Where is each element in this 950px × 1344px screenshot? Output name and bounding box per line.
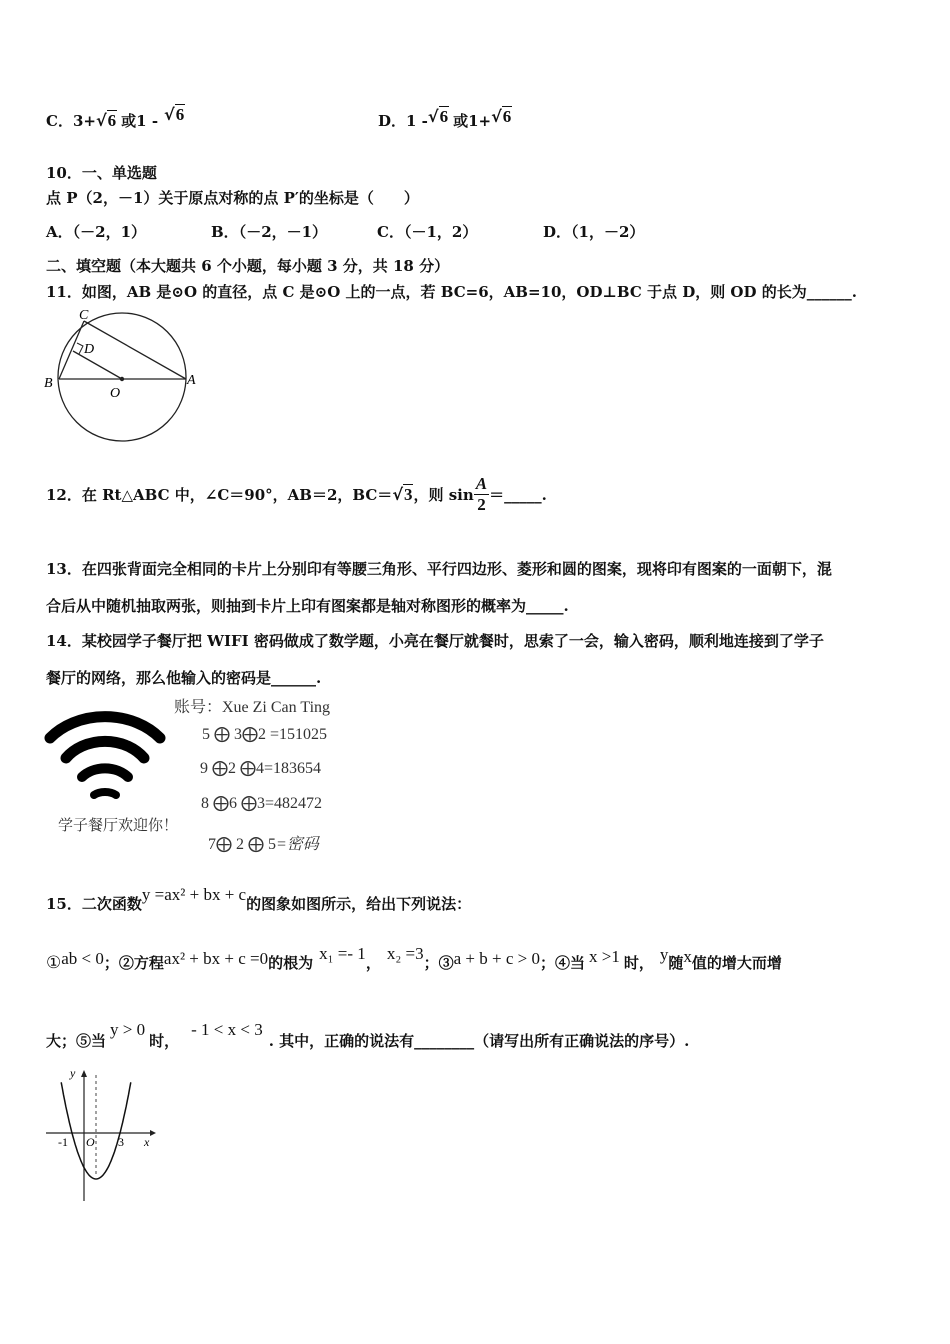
label-a: A: [187, 373, 196, 388]
center-point: [120, 377, 124, 381]
label-o: O: [110, 386, 121, 401]
wifi-welcome: 学子餐厅欢迎你！: [58, 816, 179, 834]
sqrt-6: √6: [427, 107, 449, 126]
q13-line-2: 合后从中随机抽取两张，则抽到卡片上印有图案都是轴对称图形的概率为_____.: [46, 597, 569, 615]
oplus-icon: ⨁: [241, 795, 257, 812]
q9-option-c: C．3+√6 或1 - √6: [46, 105, 185, 130]
q10-heading: 10．一、单选题: [46, 164, 157, 182]
oplus-icon: ⨁: [216, 836, 232, 853]
q10-option-d: D．（1，－2）: [543, 223, 645, 241]
sqrt-6: √6: [491, 107, 512, 126]
q15-line-1: 15．二次函数y =ax² + bx + c的图象如图所示，给出下列说法：: [46, 885, 472, 913]
q14-line-1: 14．某校园学子餐厅把 WIFI 密码做成了数学题，小亮在餐厅就餐时，思索了一会，输入密码，顺利地连接到了学子: [46, 632, 824, 650]
chord-ca: [84, 321, 186, 379]
oplus-icon: ⨁: [248, 836, 264, 853]
x-axis-arrow-icon: [150, 1130, 156, 1136]
q15-line-3: 大；⑤当y > 0时，- 1 < x < 3. 其中，正确的说法有________（请写出所有正确说法的序号）.: [46, 1020, 690, 1050]
oplus-icon: ⨁: [214, 726, 230, 743]
q11-stem: 11．如图，AB 是⊙O 的直径，点 C 是⊙O 上的一点，若 BC=6，AB=10，OD⊥BC 于点 D，则 OD 的长为______.: [46, 283, 857, 301]
x-axis-label: x: [144, 1135, 150, 1149]
q11-circle-figure: [44, 305, 199, 447]
y-axis-label: y: [70, 1066, 76, 1080]
sqrt-6: √6: [164, 105, 185, 124]
label-d: D: [84, 342, 95, 357]
wifi-eq-2: 9 ⨁2 ⨁4=183654: [200, 760, 322, 777]
wifi-eq-3: 8 ⨁6 ⨁3=482472: [201, 795, 323, 812]
sqrt-3: √3: [392, 484, 413, 504]
sqrt-6: √6: [95, 111, 117, 130]
q10-option-b: B．（－2，－1）: [211, 223, 328, 241]
q14-line-2: 餐厅的网络，那么他输入的密码是______.: [46, 669, 322, 687]
label-c: C: [79, 308, 89, 323]
label-b: B: [44, 376, 53, 391]
tick-label-3: 3: [118, 1135, 124, 1149]
q10-option-c: C．（－1，2）: [377, 223, 478, 241]
wifi-account: 账号：Xue Zi Can Ting: [174, 699, 331, 716]
oplus-icon: ⨁: [240, 760, 256, 777]
segment-od: [73, 351, 122, 379]
y-axis-arrow-icon: [81, 1070, 87, 1077]
origin-label: O: [86, 1135, 95, 1149]
right-angle-mark: [77, 343, 83, 354]
q12-line: 12．在 Rt△ABC 中，∠C＝90°，AB＝2，BC＝√3，则 sin $\frac{A}{2}$ ＝_____.: [46, 474, 547, 514]
wifi-icon: [44, 702, 168, 804]
oplus-icon: ⨁: [242, 726, 258, 743]
chord-bc: [59, 321, 84, 379]
q15-line-2: ①ab < 0；②方程ax² + bx + c =0的根为 x₁ =- 1， x₂ =3；③a + b + c > 0；④当 x >1 时， y随x值的增大而增: [46, 944, 782, 972]
q10-option-a: A．（－2，1）: [46, 223, 147, 241]
section-heading: 二、填空题（本大题共 6 个小题，每小题 3 分，共 18 分）: [46, 257, 450, 275]
q13-line-1: 13．在四张背面完全相同的卡片上分别印有等腰三角形、平行四边形、菱形和圆的图案，现将印有图案的一面朝下，混: [46, 560, 832, 578]
oplus-icon: ⨁: [212, 760, 228, 777]
fraction-a-over-2: $\frac{A}{2}$: [475, 474, 488, 514]
tick-label-neg1: -1: [58, 1135, 68, 1149]
q10-stem: 点 P（2，－1）关于原点对称的点 P′的坐标是（ ）: [46, 189, 419, 207]
wifi-eq-1: 5 ⨁ 3⨁2 =151025: [202, 726, 328, 743]
wifi-eq-4: 7⨁ 2 ⨁ 5=密码: [208, 836, 319, 853]
oplus-icon: ⨁: [213, 795, 229, 812]
q9-option-d: D．1 -√6 或1+√6: [378, 107, 512, 130]
q15-parabola-graph: [40, 1065, 160, 1205]
